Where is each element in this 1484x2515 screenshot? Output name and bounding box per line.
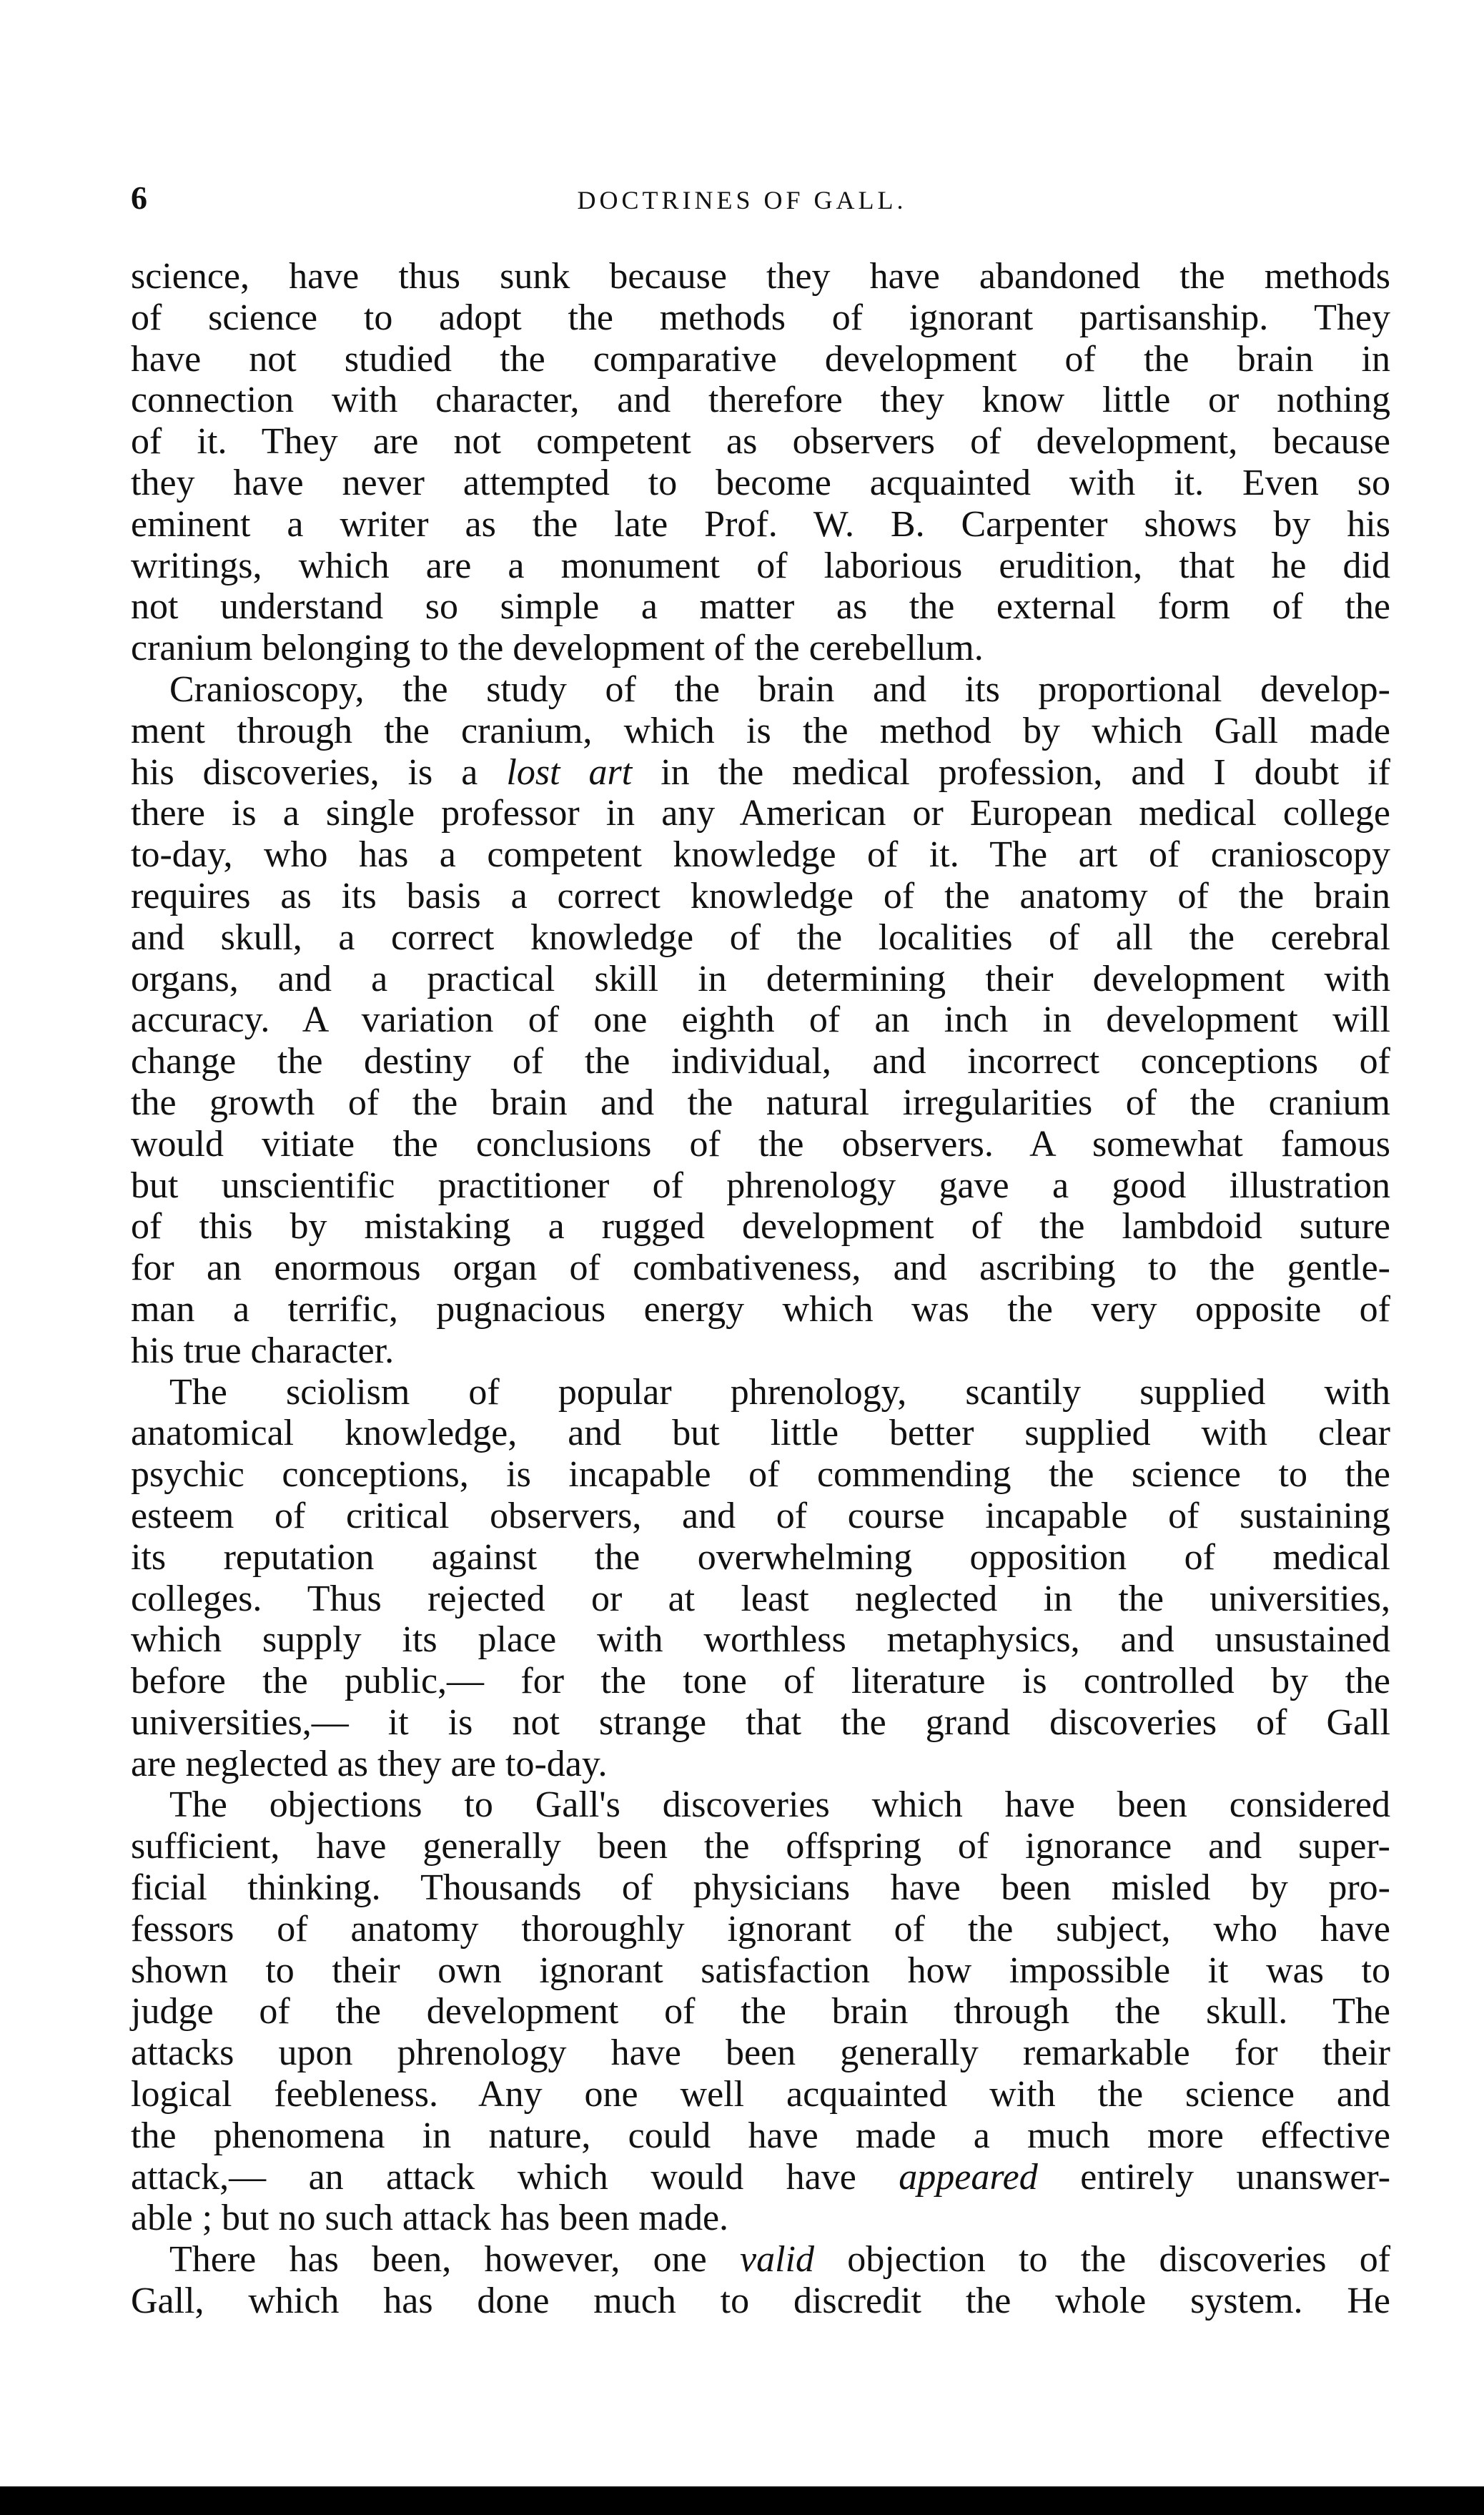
italic-phrase: valid xyxy=(740,2239,815,2281)
text-line: eminent a writer as the late Prof. W. B. Carpenter shows by his xyxy=(131,503,1390,545)
text-run: attack,— an attack which would have xyxy=(131,2156,899,2198)
text-line: sufficient, have generally been the offspring of ignorance and super- xyxy=(131,1826,1390,1867)
text-line: not understand so simple a matter as the external form of the xyxy=(131,586,1390,628)
text-line: attacks upon phrenology have been generally remarkable for their xyxy=(131,2032,1390,2074)
text-run: entirely unanswer- xyxy=(1037,2156,1391,2198)
text-line: anatomical knowledge, and but little better supplied with clear xyxy=(131,1413,1390,1454)
text-line: change the destiny of the individual, and incorrect conceptions of xyxy=(131,1041,1390,1082)
text-line: fessors of anatomy thoroughly ignorant of the subject, who have xyxy=(131,1908,1390,1950)
text-line: to-day, who has a competent knowledge of it. The art of cranioscopy xyxy=(131,834,1390,876)
text-line: ment through the cranium, which is the method by which Gall made xyxy=(131,710,1390,751)
paragraph-start-line xyxy=(131,2239,1390,2281)
scan-edge-bar xyxy=(0,2486,1484,2515)
text-line: psychic conceptions, is incapable of commending the science to the xyxy=(131,1454,1390,1496)
text-line: science, have thus sunk because they have abandoned the methods xyxy=(131,256,1390,297)
text-line: before the public,— for the tone of literature is controlled by the xyxy=(131,1661,1390,1702)
text-line: which supply its place with worthless metaphysics, and unsustained xyxy=(131,1619,1390,1661)
text-line: and skull, a correct knowledge of the localities of all the cerebral xyxy=(131,916,1390,958)
text-line: man a terrific, pugnacious energy which was the very opposite of xyxy=(131,1288,1390,1330)
text-line: colleges. Thus rejected or at least neglected in the universities, xyxy=(131,1578,1390,1619)
text-line: ficial thinking. Thousands of physicians have been misled by pro- xyxy=(131,1867,1390,1909)
text-line: organs, and a practical skill in determining their development with xyxy=(131,958,1390,999)
text-line: shown to their own ignorant satisfaction how impossible it was to xyxy=(131,1950,1390,1991)
text-line: able ; but no such attack has been made. xyxy=(131,2198,729,2239)
text-line: there is a single professor in any American or European medical college xyxy=(131,793,1390,834)
text-run: There has been, however, one xyxy=(169,2239,741,2281)
text-line: its reputation against the overwhelming opposition of medical xyxy=(131,1536,1390,1578)
body-text xyxy=(131,256,1390,2322)
text-line: would vitiate the conclusions of the observers. A somewhat famous xyxy=(131,1123,1390,1165)
text-line: the growth of the brain and the natural irregularities of the cranium xyxy=(131,1082,1390,1123)
text-line: judge of the development of the brain through the skull. The xyxy=(131,1991,1390,2032)
text-line: his true character. xyxy=(131,1330,395,1371)
text-line: are neglected as they are to-day. xyxy=(131,1743,608,1784)
paragraph-start-line: Cranioscopy, the study of the brain and its proportional develop- xyxy=(169,668,1390,710)
text-line: logical feebleness. Any one well acquainted with the science and xyxy=(131,2074,1390,2115)
text-line: but unscientific practitioner of phrenology gave a good illustration xyxy=(131,1165,1390,1206)
text-line: they have never attempted to become acquainted with it. Even so xyxy=(131,462,1390,503)
text-line: Gall, which has done much to discredit the whole system. He xyxy=(131,2281,1390,2322)
text-line xyxy=(131,752,1390,794)
text-line: for an enormous organ of combativeness, and ascribing to the gentle- xyxy=(131,1247,1390,1289)
text-line: cranium belonging to the development of the cerebellum. xyxy=(131,628,984,669)
text-line: universities,— it is not strange that the grand discoveries of Gall xyxy=(131,1701,1390,1743)
page-number: 6 xyxy=(131,179,147,216)
paragraph-start-line: The sciolism of popular phrenology, scantily supplied with xyxy=(169,1371,1390,1413)
text-line: of it. They are not competent as observers of development, because xyxy=(131,421,1390,463)
text-line: requires as its basis a correct knowledge of the anatomy of the brain xyxy=(131,875,1390,916)
text-line: connection with character, and therefore they know little or nothing xyxy=(131,380,1390,421)
text-line: of this by mistaking a rugged development of the lambdoid suture xyxy=(131,1206,1390,1247)
text-line xyxy=(131,2157,1390,2198)
italic-phrase: appeared xyxy=(899,2156,1038,2198)
text-line: writings, which are a monument of laborious erudition, that he did xyxy=(131,545,1390,586)
text-line: esteem of critical observers, and of course incapable of sustaining xyxy=(131,1495,1390,1536)
text-run: his discoveries, is a xyxy=(131,751,507,793)
text-line: of science to adopt the methods of ignorant partisanship. They xyxy=(131,297,1390,338)
text-line: the phenomena in nature, could have made a much more effective xyxy=(131,2115,1390,2156)
running-title: DOCTRINES OF GALL. xyxy=(577,186,907,214)
text-line: accuracy. A variation of one eighth of an inch in development will xyxy=(131,999,1390,1041)
text-run: in the medical profession, and I doubt if xyxy=(632,751,1390,793)
text-run: objection to the discoveries of xyxy=(814,2239,1391,2281)
text-line: have not studied the comparative development of the brain in xyxy=(131,338,1390,380)
paragraph-start-line: The objections to Gall's discoveries which have been considered xyxy=(169,1784,1390,1826)
italic-phrase: lost art xyxy=(506,751,633,793)
